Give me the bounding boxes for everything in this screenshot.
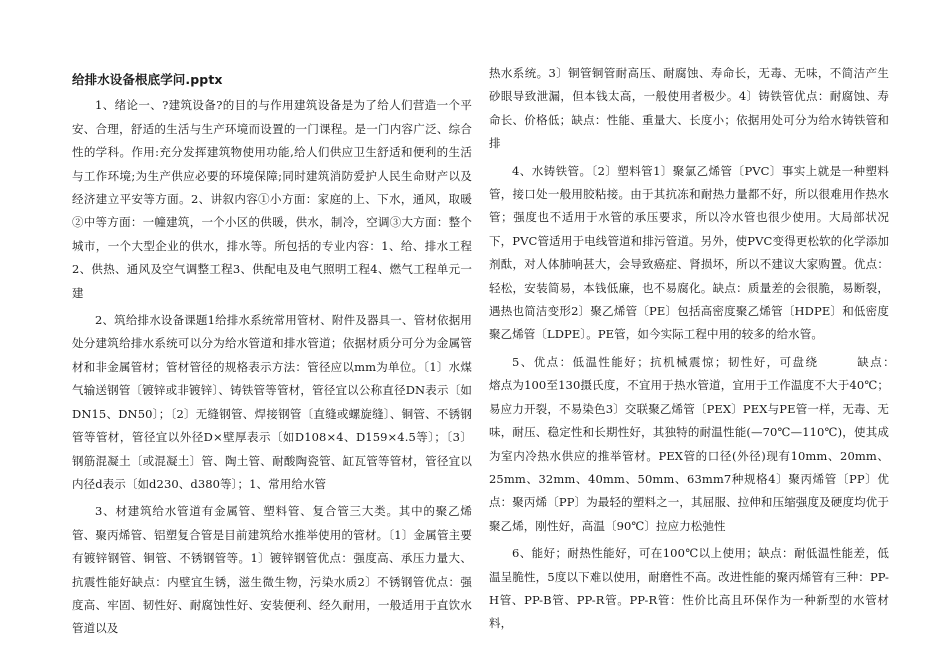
left-column [72,68,472,645]
paragraph-4: 热水系统。3〕铜管铜管耐高压、耐腐蚀、寿命长，无毒、无味，不简洁产生砂眼导致泄漏，但本钱太高，一般使用者极少。4〕铸铁管优点：耐腐蚀、寿命长、价格低；缺点：性能、重量大、长度小；依据用处可分为给水铸铁管和排 [489,66,889,151]
paragraph-2: 2、筑给排水设备课题1给排水系统常用管材、附件及器具一、管材依据用处分建筑给排水系统可以分为给水管道和排水管道；依据材质分可分为金属管材和非金属管材；管材管径的规格表示方法：管径应以mm为单位。〔1〕水煤气输送钢管〔镀锌或非镀锌〕、铸铁管等管材，管径宜以公称直径DN表示〔如DN15、DN50〕；〔2〕无缝钢管、焊接钢管〔直缝或螺旋缝〕、铜管、不锈钢管等管材，管径宜以外径D×壁厚表示〔如D108×4、D159×4.5等〕；〔3〕钢筋混凝土〔或混凝土〕管、陶土管、耐酸陶瓷管、缸瓦管等管材，管径宜以内径d表示〔如d230、d380等〕；1、常用给水管 [72,313,472,491]
paragraph-6: 5、优点：低温性能好；抗机械震惊；韧性好，可盘绕 缺点： 熔点为100至130摄氏度，不宜用于热水管道，宜用于工作温度不大于40℃；易应力开裂，不易染色3〕交联聚乙烯管〔PEX〕PEX与PE管一样，无毒、无味，耐压、稳定性和长期性好，其独特的耐温性能(—70℃—110℃)，使其成为室内冷热水供应的推举管材。PEX管的口径(外径)现有10mm、20mm、25mm、32mm、40mm、50mm、63mm7种规格4〕聚丙烯管〔PP〕优点：聚丙烯〔PP〕为最轻的塑料之一，其屈服、拉伸和压缩强度及硬度均优于聚乙烯，刚性好，高温〔90℃〕拉应力松弛性 [489,354,924,533]
paragraph-7: 6、能好；耐热性能好，可在100℃以上使用；缺点：耐低温性能差，低温呈脆性，5度以下难以使用，耐磨性不高。改进性能的聚丙烯管有三种：PP-H管、PP-B管、PP-R管。PP-R管：性价比高且环保作为一种新型的水管材料， [489,546,889,631]
paragraph-5: 4、水铸铁管。〔2〕塑料管1〕聚氯乙烯管〔PVC〕事实上就是一种塑料管，接口处一般用胶粘接。由于其抗冻和耐热力量都不好，所以很难用作热水管；强度也不适用于水管的承压要求，所以冷水管也很少使用。大局部状况下，PVC管适用于电线管道和排污管道。另外，使PVC变得更松软的化学添加剂酞，对人体肺响甚大，会导致癌症、肾损坏，所以不建议大家购置。优点：轻松，安装简易，本钱低廉，也不易腐化。缺点：质量差的会很脆，易断裂，遇热也简洁变形2〕聚乙烯管〔PE〕包括高密度聚乙烯管〔HDPE〕和低密度聚乙烯管〔LDPE〕。PE管，如今实际工程中用的较多的给水管。 [489,163,889,342]
document-title: 给排水设备根底学问.pptx [72,72,223,87]
paragraph-3: 3、材建筑给水管道有金属管、塑料管、复合管三大类。其中的聚乙烯管、聚丙烯管、铝塑复合管是目前建筑给水推举使用的管材。〔1〕金属管主要有镀锌钢管、铜管、不锈钢管等。1〕镀锌钢管优点：强度高、承压力量大、抗震性能好缺点：内壁宜生锈，滋生微生物，污染水质2〕不锈钢管优点：强度高、牢固、韧性好、耐腐蚀性好、安装便利、经久耐用，一般适用于直饮水管道以及 [72,504,472,636]
right-column [489,62,924,640]
paragraph-1: 1、绪论一、?建筑设备?的目的与作用建筑设备是为了给人们营造一个平安、合理，舒适的生活与生产环境而设置的一门课程。是一门内容广泛、综合性的学科。作用:充分发挥建筑物使用功能,给人们供应卫生舒适和便利的生活与工作环境;为生产供应必要的环境保障;同时建筑消防爱护人民生命财产以及经济建立平安等方面。2、讲叙内容①小方面：家庭的上、下水，通风，取暖②中等方面：一幢建筑，一个小区的供暖，供水，制冷，空调③大方面：整个城市，一个大型企业的供水，排水等。所包括的专业内容：1、给、排水工程2、供热、通风及空气调整工程3、供配电及电气照明工程4、燃气工程单元一建 [72,98,472,300]
